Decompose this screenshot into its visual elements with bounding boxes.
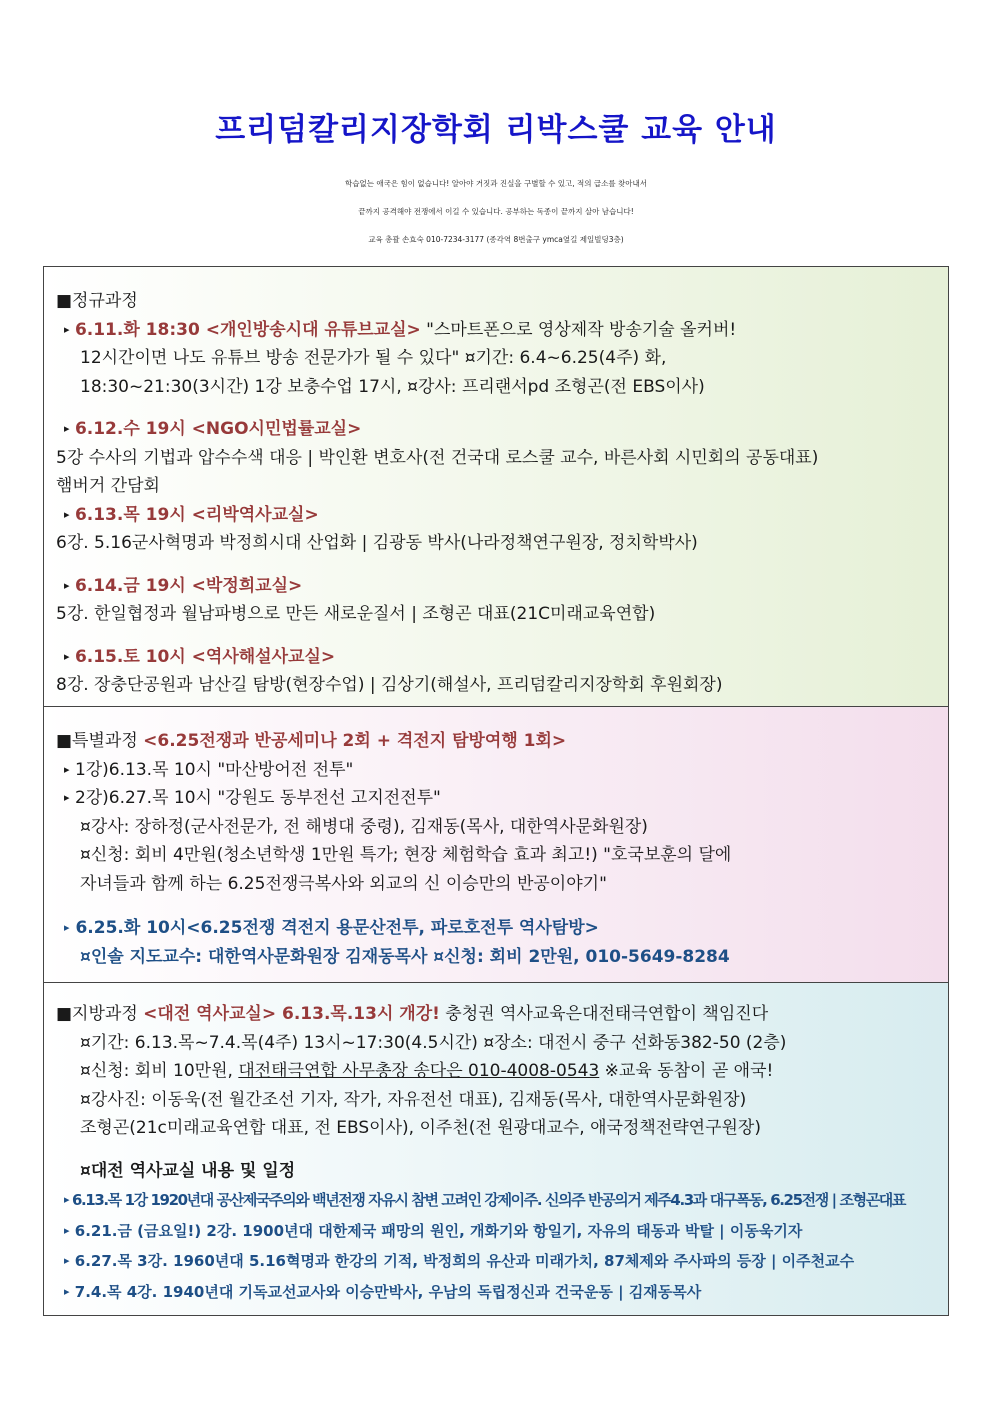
bullet-icon: ▸ — [64, 1284, 70, 1298]
section-heading — [56, 1000, 938, 1029]
schedule-heading: ¤대전 역사교실 내용 및 일정 — [80, 1160, 296, 1181]
section-heading: ■정규과정 — [56, 291, 138, 311]
special-info: ¤신청: 회비 4만원(청소년학생 1만원 특가; 현장 체험학습 효과 최고!) "호국보훈의 달에 — [80, 845, 732, 865]
bullet-icon: ▸ — [64, 1254, 70, 1267]
course-desc: 6강. 5.16군사혁명과 박정희시대 산업화 | 김광동 박사(나라정책연구원장, 정치학박사) — [56, 533, 698, 553]
course-item — [56, 572, 938, 601]
regional-lecturers: ¤강사진: 이동욱(전 월간조선 기자, 작가, 자유전선 대표), 김재동(목사, 대한역사문화원장) — [80, 1089, 747, 1110]
schedule-text: 6.27.목 3강. 1960년대 5.16혁명과 한강의 기적, 박정희의 유산과 미래가치, 87체제와 주사파의 등장 | 이주천교수 — [74, 1252, 855, 1270]
course-item — [56, 316, 938, 345]
apply-contact: 대전태극연합 사무총장 송다은 010-4008-0543 — [238, 1061, 600, 1081]
course-desc: 18:30~21:30(3시간) 1강 보충수업 17시, ¤강사: 프리랜서pd 조형곤(전 EBS이사) — [80, 376, 705, 397]
special-info: ¤강사: 장하정(군사전문가, 전 해병대 중령), 김재동(목사, 대한역사문화원장) — [80, 816, 648, 837]
section-heading-label: ■특별과정 — [56, 731, 138, 751]
course-desc: "스마트폰으로 영상제작 방송기술 올커버! — [420, 319, 737, 340]
course-date: 6.14.금 19시 <박정희교실> — [74, 575, 303, 596]
intro-line: 교육 총괄 손효숙 010-7234-3177 (종각역 8번출구 ymca옆길 제일빌딩3층) — [368, 235, 624, 244]
course-date: 6.12.수 19시 <NGO시민법률교실> — [74, 419, 362, 439]
schedule-item — [56, 1185, 938, 1216]
course-date: 6.13.목 19시 <리박역사교실> — [74, 504, 319, 525]
bullet-icon: ▸ — [64, 791, 70, 804]
schedule-item — [56, 1246, 938, 1277]
special-lecture — [56, 756, 938, 785]
course-item — [56, 501, 938, 530]
course-desc: 5강. 한일협정과 월남파병으로 만든 새로운질서 | 조형곤 대표(21C미래교육연합) — [56, 604, 656, 624]
schedule-text: 6.13.목 1강 1920년대 공산제국주의와 백년전쟁 자유시 참변 고려인 강제이주. 신의주 반공의거 제주4.3과 대구폭동, 6.25전쟁 | 조형곤대표 — [71, 1191, 905, 1209]
special-lecture-text: 1강)6.13.목 10시 "마산방어전 전투" — [74, 759, 354, 780]
bullet-icon: ▸ — [64, 921, 70, 934]
course-desc: 8강. 장충단공원과 남산길 탐방(현장수업) | 김상기(해설사, 프리덤칼리지장학회 후원회장) — [56, 675, 723, 695]
course-date: 6.11.화 18:30 <개인방송시대 유튜브교실> — [74, 319, 421, 340]
bullet-icon: ▸ — [64, 762, 70, 776]
intro-line: 학습없는 애국은 힘이 없습니다! 알아야 거짓과 진실을 구별할 수 있고, 적의 급소를 찾아내서 — [344, 179, 648, 188]
apply-fee: ¤신청: 회비 10만원, — [80, 1061, 239, 1081]
tour-title: 6.25.화 10시<6.25전쟁 격전지 용문산전투, 파로호전투 역사탐방> — [75, 918, 599, 938]
apply-note: ※교육 동참이 곧 애국! — [599, 1061, 774, 1081]
bullet-icon: ▸ — [64, 422, 70, 435]
course-desc: 햄버거 간담회 — [56, 476, 160, 496]
bullet-icon: ▸ — [64, 578, 70, 592]
regional-course-section — [43, 982, 949, 1316]
page-title: 프리덤칼리지장학회 리박스쿨 교육 안내 — [215, 112, 777, 148]
section-heading — [56, 727, 938, 756]
schedule-item — [56, 1216, 938, 1247]
regional-period: ¤기간: 6.13.목~7.4.목(4주) 13시~17:30(4.5시간) ¤장소: 대전시 중구 선화동382-50 (2층) — [80, 1032, 787, 1053]
bullet-icon: ▸ — [64, 1193, 69, 1206]
special-course-section — [43, 706, 949, 983]
tour-item — [56, 914, 938, 943]
special-info: 자녀들과 함께 하는 6.25전쟁극복사와 외교의 신 이승만의 반공이야기" — [80, 873, 607, 894]
schedule-text: 7.4.목 4강. 1940년대 기독교선교사와 이승만박사, 우남의 독립정신과 건국운동 | 김재동목사 — [74, 1282, 702, 1301]
course-desc: 5강 수사의 기법과 압수수색 대응 | 박인환 변호사(전 건국대 로스쿨 교수, 바른사회 시민회의 공동대표) — [56, 447, 819, 468]
bullet-icon: ▸ — [64, 649, 70, 663]
regional-apply — [56, 1057, 938, 1086]
section-heading-title: <6.25전쟁과 반공세미나 2회 + 격전지 탐방여행 1회> — [143, 731, 567, 751]
section-heading-label: ■지방과정 — [56, 1004, 138, 1024]
schedule-text: 6.21.금 (금요일!) 2강. 1900년대 대한제국 패망의 원인, 개화기와 항일기, 자유의 태동과 박탈 | 이동욱기자 — [74, 1221, 803, 1240]
course-date: 6.15.토 10시 <역사해설사교실> — [74, 646, 336, 667]
regional-lecturers: 조형곤(21c미래교육연합 대표, 전 EBS이사), 이주천(전 원광대교수, 애국정책전략연구원장) — [80, 1118, 761, 1138]
schedule-item — [56, 1277, 938, 1308]
tour-info: ¤인솔 지도교수: 대한역사문화원장 김재동목사 ¤신청: 회비 2만원, 010-5649-8284 — [80, 946, 730, 967]
bullet-icon: ▸ — [64, 1223, 70, 1237]
intro-line: 끝까지 공격해야 전쟁에서 이길 수 있습니다. 공부하는 독종이 끝까지 살아 남습니다! — [358, 207, 634, 216]
intro-text — [0, 170, 992, 254]
section-heading-title: <대전 역사교실> 6.13.목.13시 개강! — [143, 1004, 440, 1024]
special-lecture — [56, 784, 938, 813]
bullet-icon: ▸ — [64, 507, 70, 521]
course-item — [56, 415, 938, 444]
course-desc: 12시간이면 나도 유튜브 방송 전문가가 될 수 있다" ¤기간: 6.4~6.25(4주) 화, — [80, 348, 667, 368]
special-lecture-text: 2강)6.27.목 10시 "강원도 동부전선 고지전전투" — [74, 788, 441, 808]
section-heading-desc: 충청권 역사교육은대전태극연합이 책임진다 — [439, 1004, 769, 1024]
course-item — [56, 643, 938, 672]
bullet-icon: ▸ — [64, 322, 70, 336]
regular-course-section — [43, 266, 949, 707]
